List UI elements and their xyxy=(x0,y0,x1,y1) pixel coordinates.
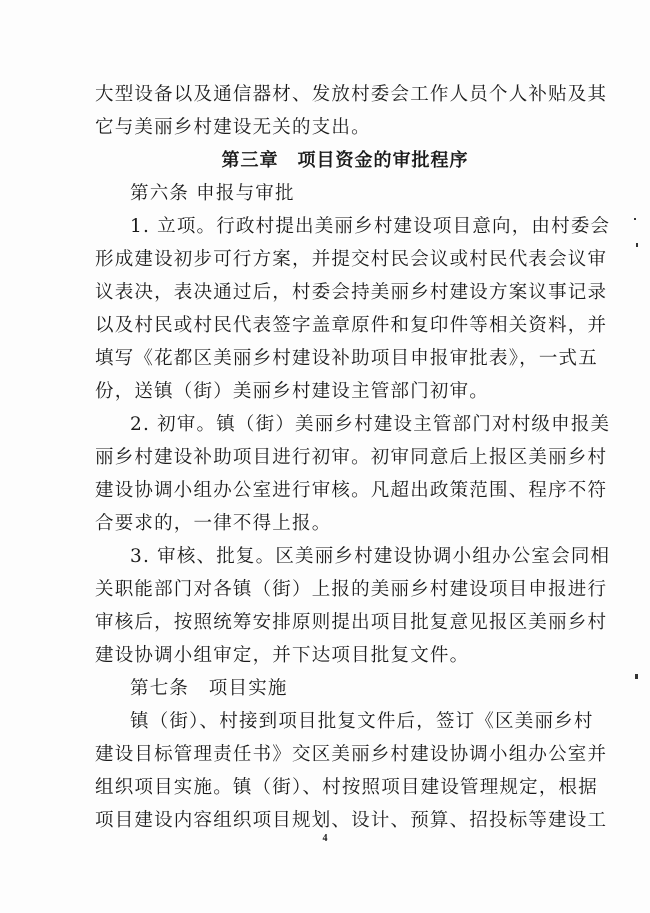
scan-artifact xyxy=(634,218,636,220)
body-line: 填写《花都区美丽乡村建设补助项目申报审批表》，一式五 xyxy=(95,348,598,369)
article-heading: 第六条 申报与审批 xyxy=(130,183,295,204)
scan-artifact xyxy=(635,674,638,679)
body-line: 组织项目实施。镇（街）、村按照项目建设管理规定，根据 xyxy=(95,777,598,798)
article-heading: 第七条 项目实施 xyxy=(130,678,288,699)
body-line: 大型设备以及通信器材、发放村委会工作人员个人补贴及其 xyxy=(95,84,608,105)
body-line: 以及村民或村民代表签字盖章原件和复印件等相关资料，并 xyxy=(95,315,608,336)
body-line: 1. 立项。行政村提出美丽乡村建设项目意向，由村委会 xyxy=(130,216,611,237)
body-line: 它与美丽乡村建设无关的支出。 xyxy=(95,117,371,138)
body-line: 镇（街）、村接到项目批复文件后，签订《区美丽乡村 xyxy=(130,711,594,732)
page-number: 4 xyxy=(322,833,328,844)
body-line: 项目建设内容组织项目规划、设计、预算、招投标等建设工 xyxy=(95,810,608,831)
body-line: 议表决，表决通过后，村委会持美丽乡村建设方案议事记录 xyxy=(95,282,608,303)
scan-artifact xyxy=(636,243,638,247)
body-line: 建设协调小组办公室进行审核。凡超出政策范围、程序不符 xyxy=(95,480,608,501)
body-line: 审核后，按照统筹安排原则提出项目批复意见报区美丽乡村 xyxy=(95,612,608,633)
body-line: 3. 审核、批复。区美丽乡村建设协调小组办公室会同相 xyxy=(130,546,611,567)
body-line: 关职能部门对各镇（街）上报的美丽乡村建设项目申报进行 xyxy=(95,579,608,600)
body-line: 份，送镇（街）美丽乡村建设主管部门初审。 xyxy=(95,381,490,402)
body-line: 建设目标管理责任书》交区美丽乡村建设协调小组办公室并 xyxy=(95,744,608,765)
body-line: 形成建设初步可行方案，并提交村民会议或村民代表会议审 xyxy=(95,249,608,270)
body-line: 合要求的，一律不得上报。 xyxy=(95,513,332,534)
body-line: 丽乡村建设补助项目进行初审。初审同意后上报区美丽乡村 xyxy=(95,447,608,468)
chapter-heading: 第三章 项目资金的审批程序 xyxy=(221,150,469,171)
body-line: 2. 初审。镇（街）美丽乡村建设主管部门对村级申报美 xyxy=(130,414,611,435)
body-line: 建设协调小组审定，并下达项目批复文件。 xyxy=(95,645,470,666)
